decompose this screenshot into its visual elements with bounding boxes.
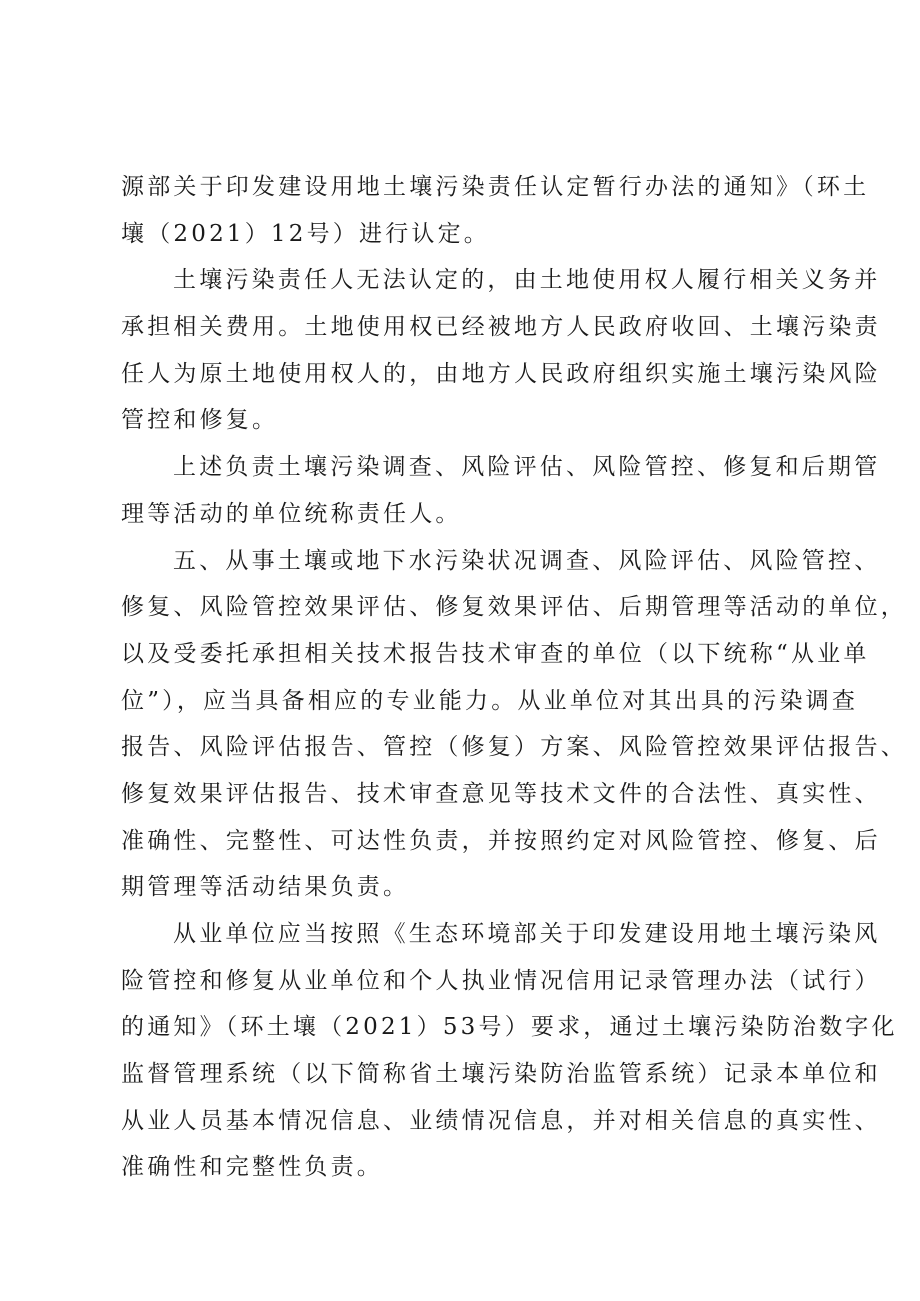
text-line-8: 理等活动的单位统称责任人。 [121, 500, 462, 527]
text-line-13: 报告、风险评估报告、管控（修复）方案、风险管控效果评估报告、 [121, 734, 907, 761]
text-line-5: 任人为原土地使用权人的，由地方人民政府组织实施土壤污染风险 [121, 360, 881, 387]
text-line-21: 从业人员基本情况信息、业绩情况信息，并对相关信息的真实性、 [121, 1107, 881, 1134]
text-line-9: 五、从事土壤或地下水污染状况调查、风险评估、风险管控、 [173, 547, 881, 574]
text-line-11: 以及受委托承担相关技术报告技术审查的单位（以下统称“从业单 [121, 640, 870, 667]
text-line-22: 准确性和完整性负责。 [121, 1154, 383, 1181]
body-text [121, 164, 907, 1191]
text-line-17: 从业单位应当按照《生态环境部关于印发建设用地土壤污染风 [173, 921, 881, 947]
text-line-10: 修复、风险管控效果评估、修复效果评估、后期管理等活动的单位， [121, 594, 907, 621]
text-line-18: 险管控和修复从业单位和个人执业情况信用记录管理办法（试行） [121, 967, 881, 994]
text-line-14: 修复效果评估报告、技术审查意见等技术文件的合法性、真实性、 [121, 780, 881, 807]
text-line-6: 管控和修复。 [121, 407, 279, 434]
text-line-20: 监督管理系统（以下简称省土壤污染防治监管系统）记录本单位和 [121, 1061, 881, 1088]
text-line-16: 期管理等活动结果负责。 [121, 874, 410, 901]
text-line-12: 位”），应当具备相应的专业能力。从业单位对其出具的污染调查 [121, 687, 859, 714]
text-line-19: 的通知》（环土壤（2021）53号）要求，通过土壤污染防治数字化 [121, 1014, 898, 1041]
text-line-1: 源部关于印发建设用地土壤污染责任认定暂行办法的通知》（环土 [121, 174, 870, 200]
text-line-2: 壤（2021）12号）进行认定。 [121, 220, 490, 247]
text-line-7: 上述负责土壤污染调查、风险评估、风险管控、修复和后期管 [173, 454, 881, 481]
text-line-3: 土壤污染责任人无法认定的，由土地使用权人履行相关义务并 [173, 267, 881, 294]
text-line-4: 承担相关费用。土地使用权已经被地方人民政府收回、土壤污染责 [121, 314, 881, 341]
text-line-15: 准确性、完整性、可达性负责，并按照约定对风险管控、修复、后 [121, 827, 881, 854]
